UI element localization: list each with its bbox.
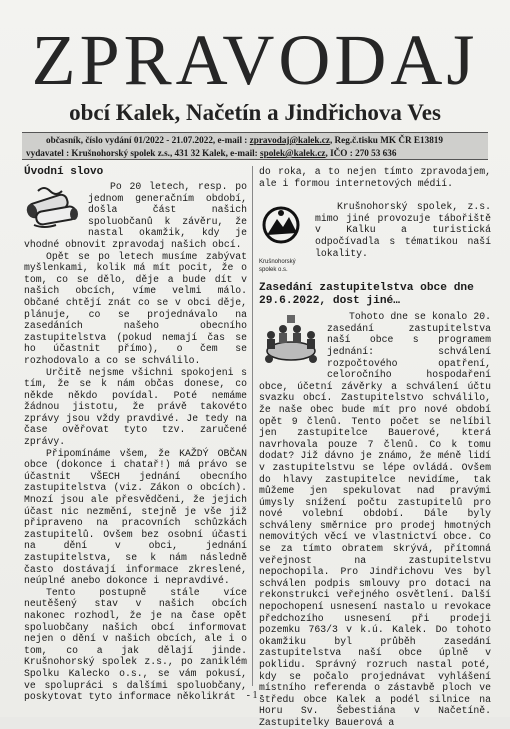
page-number: - 1 - xyxy=(246,690,264,701)
column-divider xyxy=(252,166,253,686)
publisher-email-link[interactable]: spolek@kalek.cz xyxy=(260,148,326,158)
article-heading-zasedani: Zasedání zastupitelstva obce dne 29.6.2022, dost jiné… xyxy=(259,282,474,308)
article-heading-uvodni-slovo: Úvodní slovo xyxy=(24,166,104,178)
meeting-illustration-icon xyxy=(259,311,321,376)
article1-paragraph-5: Tento postupně stále více neutěšený stav v našich obcích nakonec rozhodl, že je na čase opět spoluobčany našich obcí informovat nejen o dění v našich obcích, ale i o tom, co a jak dělají jinde. Krušnohorský spolek z.s., po zaniklém Spolku Kalecko o.s., se vám pokusí, ve spolupráci s dalšími spoluobčany, poskytovat tyto informace několikrát xyxy=(24,586,247,703)
info-line1-text: občasník, číslo vydání 01/2022 - 21.07.2022, e-mail : xyxy=(46,135,250,145)
publication-info-line-1 xyxy=(26,134,484,147)
left-column xyxy=(24,166,247,703)
info-line2-text: vydavatel : Krušnohorský spolek z.s., 431 32 Kalek, e-mail: xyxy=(26,148,261,158)
publication-info-line-2 xyxy=(26,147,484,160)
spolek-logo-caption-1: Krušnohorský xyxy=(259,259,296,266)
publisher-ico: , IČO : 270 53 636 xyxy=(325,148,397,158)
article1-paragraph-3: Určitě nejsme všichni spokojeni s tím, že se k nám občas donese, co někde někdo povídal. Poté nemáme žádnou jistotu, že právě takovéto zprávy jsou vždy pravdivé. Je tedy na čase ověřovat tyto tzv. zaručené zprávy. xyxy=(24,366,247,448)
spolek-logo xyxy=(259,201,309,274)
masthead-title: ZPRAVODAJ xyxy=(31,20,479,100)
spolek-section xyxy=(259,201,491,276)
article1-paragraph-2: Opět se po letech musíme zabývat myšlenkami, kolik má mít pocit, že o tom, co se dělo, děje a bude dít v našich obcích, víme velmi málo. Občané chtějí znát co se v obci děje, plánuje, co se projednávalo na zasedáních našeho obecního zastupitelstva (pokud nemají čas se ho účastnit přímo), o čem se rozhodovalo a co se schválilo. xyxy=(24,250,247,366)
newsletter-email-link[interactable]: zpravodaj@kalek.cz xyxy=(249,135,330,145)
registration-number: , Reg.č.tisku MK ČR E13819 xyxy=(329,135,443,145)
spolek-logo-caption-2: spolek o.s. xyxy=(259,267,288,274)
masthead-subtitle: obcí Kalek, Načetín a Jindřichova Ves xyxy=(69,100,441,125)
article1-paragraph-1: Po 20 letech, resp. po jednom generačním období, došla část našich spoluobčanů k závěru, že nastal okamžik, kdy je vhodné obnovit zpravodaj našich obcí. xyxy=(24,181,247,250)
scrolls-illustration-icon xyxy=(24,181,82,236)
article1-paragraph-4: Připomínáme všem, že KAŽDÝ OBČAN obce (dokonce i chatař!) má právo se účastnit VŠECH jednání obecního zastupitelstva (viz. Zákon o obcích). Mnozí jsou ale přesvědčeni, že jejich účast nic nezmění, stejně je vše již připraveno na pracovních schůzkách zastupitelů. Ovšem bez osobní účasti na dění v obci, jednání zastupitelstva, se k nám následně často dostávají informace zkreslené, neúplné anebo dokonce i nepravdivé. xyxy=(24,447,247,587)
spolek-description: Krušnohorský spolek, z.s. mimo jiné provozuje tábořiště v Kalku a turistická odpočívadla s tématikou naší lokality. xyxy=(315,201,491,259)
spolek-logo-icon xyxy=(259,205,303,253)
article2-paragraph-1: Tohoto dne se konalo 20. zasedání zastupitelstva naší obce s programem jednání: schválení rozpočtového opatření, celoročního hospodaření obce, účetní závěrky a schválení účtu svazku obcí. Zastupitelstvo schválilo, že naše obec bude mít pro nové období opět 9 členů. Tento počet se nelíbil jen zastupitelce Bauerové, která navrhovala pouze 7 členů. Co k tomu dodat? Již dávno je známo, že méně lidí v zastupitelstvu se lépe ovládá. Ovšem do hlavy zastupitelce nevidíme, tak můžeme jen spekulovat nad pravými úmysly snížení počtu zastupitelů pro nové volební období. Dále byly schváleny směrnice pro prodej hmotných nemovitých věcí ve vlastnictví obce. Co se za tímto obratem skrývá, přítomná veřejnost na zastupitelstvu nepochopila. Pro Jindřichovu Ves byl schválen podpis smlouvy pro dotaci na rekonstrukci veřejného osvětlení. Další nepochopení usnesení nastalo u revokace předchozího usnesení při prodeji pozemku 763/3 v k.ú. Kalek. Do tohoto okamžiku byl průběh zasedání zastupitelstva naší obce úplně v poklidu. Správný rozruch nastal poté, kdy se počalo projednávat vyhlášení místního referenda o zástavbě ploch ve středu obce Kalek a podél silnice na Horu Sv. Šebestiána v Načetíně. Zastupitelky Bauerová a xyxy=(259,311,491,728)
right-column xyxy=(259,166,491,729)
publication-info-box xyxy=(22,132,488,160)
article1-paragraph-5-continued: do roka, a to nejen tímto zpravodajem, ale i formou internetových médií. xyxy=(259,166,491,189)
